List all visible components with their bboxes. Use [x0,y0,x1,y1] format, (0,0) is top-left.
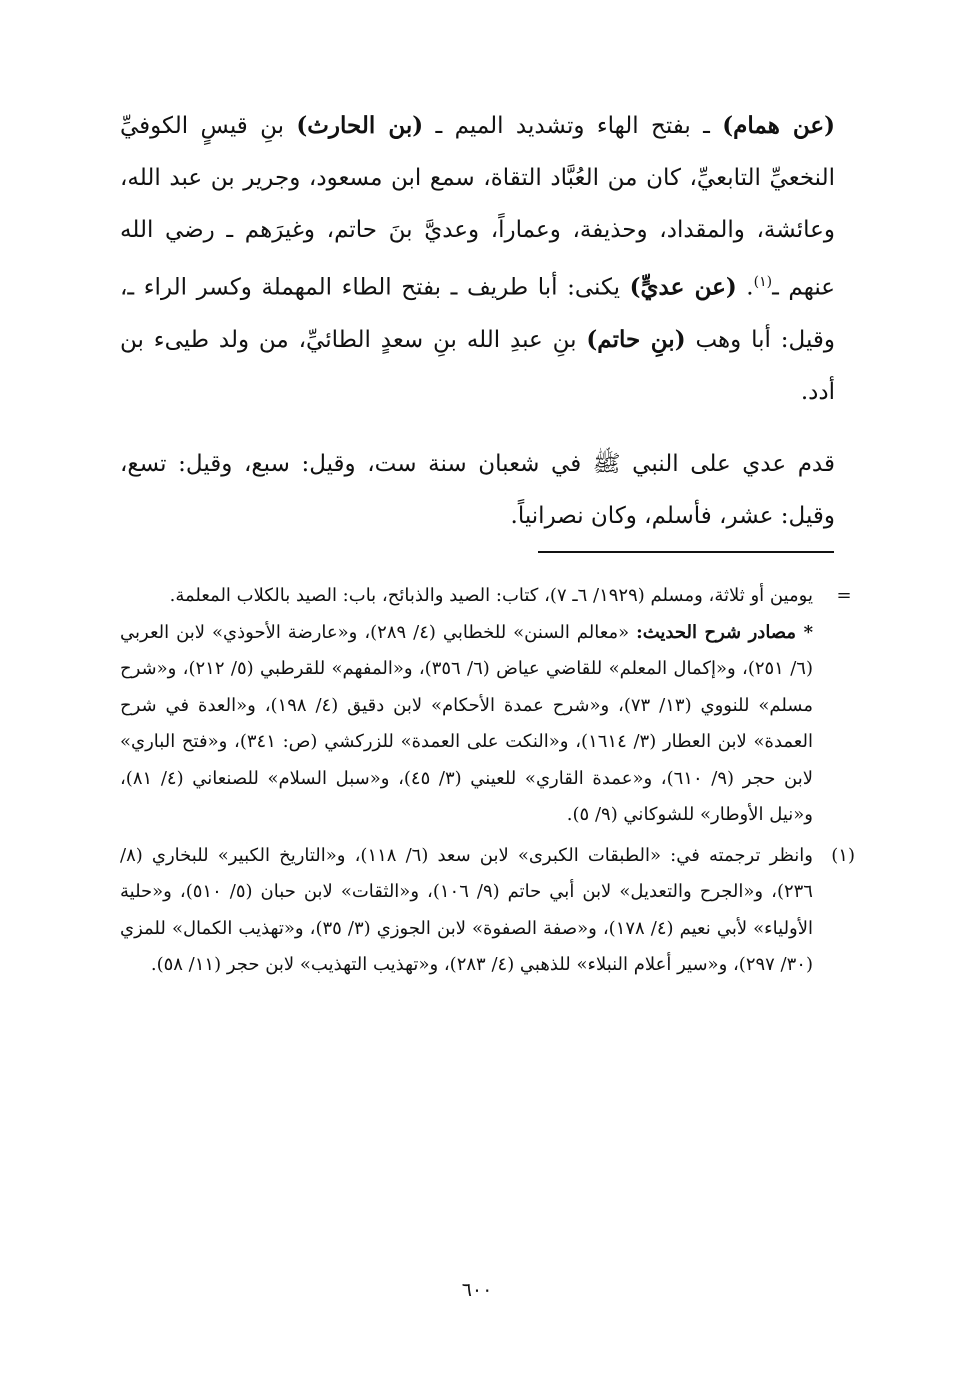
footnote-separator [538,551,834,553]
sources-heading: * مصادر شرح الحديث: [636,621,813,643]
text-span: ـ بفتح الهاء وتشديد الميم ـ [423,113,723,139]
hadith-term-an-adi: (عن عديٍّ) [629,273,737,301]
hadith-term-ibn-hatim: (بنِ حاتم) [586,325,686,353]
main-text [120,100,835,542]
sources-text: «معالم السنن» للخطابي (٤/ ٢٨٩)، و«عارضة الأحوذي» لابن العربي (٦/ ٢٥١)، و«إكمال المعلم» للقاضي عياض (٦/ ٣٥٦)، و«المفهم» للقرطبي (٥/ ٢١٢)، و«شرح مسلم» للنووي (١٣/ ٧٣)، و«شرح عمدة الأحكام» لابن دقيق (٤/ ١٩٨)، و«العدة في شرح العمدة» لابن العطار (٣/ ١٦١٤)، و«النكت على العمدة» للزركشي (ص: ٣٤١)، و«فتح الباري» لابن حجر (٩/ ٦١٠)، و«عمدة القاري» للعيني (٣/ ٤٥)، و«سبل السلام» للصنعاني (٤/ ٨١)، و«نيل الأوطار» للشوكاني (٩/ ٥). [120,621,813,825]
footnote-reference: (١) [753,274,773,290]
sources-paragraph [120,615,813,834]
footnote-1-body [120,838,813,984]
hadith-term-an-hammam: (عن همام) [722,112,835,139]
footnote-continuation-text: يومين أو ثلاثة، ومسلم (١٩٢٩/ ٦ـ ٧)، كتاب: الصيد والذبائح، باب: الصيد بالكلاب المعلمة. [169,585,813,606]
footnote-continuation [120,578,855,834]
text-span: يكنى: أبا طريف ـ بفتح الطاء المهملة وكسر الراء ـ، وقيل: أبا وهب [120,274,835,353]
text-span: . [736,274,754,301]
footnote-number: (١) [831,844,855,866]
page-number: ٦٠٠ [461,1279,493,1301]
footnote-1 [120,838,855,984]
hadith-term-ibn-al-harith: (بن الحارث) [296,112,424,139]
footnotes [120,578,855,984]
footnote-1-text: وانظر ترجمته في: «الطبقات الكبرى» لابن سعد (٦/ ١١٨)، و«التاريخ الكبير» للبخاري (٨/ ٢٣٦)، و«الجرح والتعديل» لابن أبي حاتم (٩/ ١٠٦)، و«الثقات» لابن حبان (٥/ ٥١٠)، و«حلية الأولياء» لأبي نعيم (٤/ ١٧٨)، و«صفة الصفوة» لابن الجوزي (٣/ ٣٥)، و«تهذيب الكمال» للمزي (٣٠/ ٢٩٧)، و«سير أعلام النبلاء» للذهبي (٤/ ٢٨٣)، و«تهذيب التهذيب» لابن حجر (١١/ ٥٨). [120,844,814,975]
footnote-continuation-body [120,578,813,834]
continuation-mark: = [836,585,852,606]
text-span: بنِ عبدِ الله بنِ سعدٍ الطائيِّ، من ولد طيىء بن أدد. [120,326,835,405]
commentary-paragraph-1 [120,100,835,418]
commentary-paragraph-2: قدم عدي على النبي ﷺ في شعبان سنة ست، وقيل: سبع، وقيل: تسع، وقيل: عشر، فأسلم، وكان نصرانياً. [120,450,835,529]
text-span: بنِ قيسٍ الكوفيِّ النخعيِّ التابعيِّ، كان من العُبَّاد التقاة، سمع ابن مسعود، وجرير بن عبد الله، وعائشة، والمقداد، وحذيفة، وعماراً، وعديَّ بنَ حاتم، وغيرَهم ـ رضي الله عنهم ـ [120,113,835,301]
